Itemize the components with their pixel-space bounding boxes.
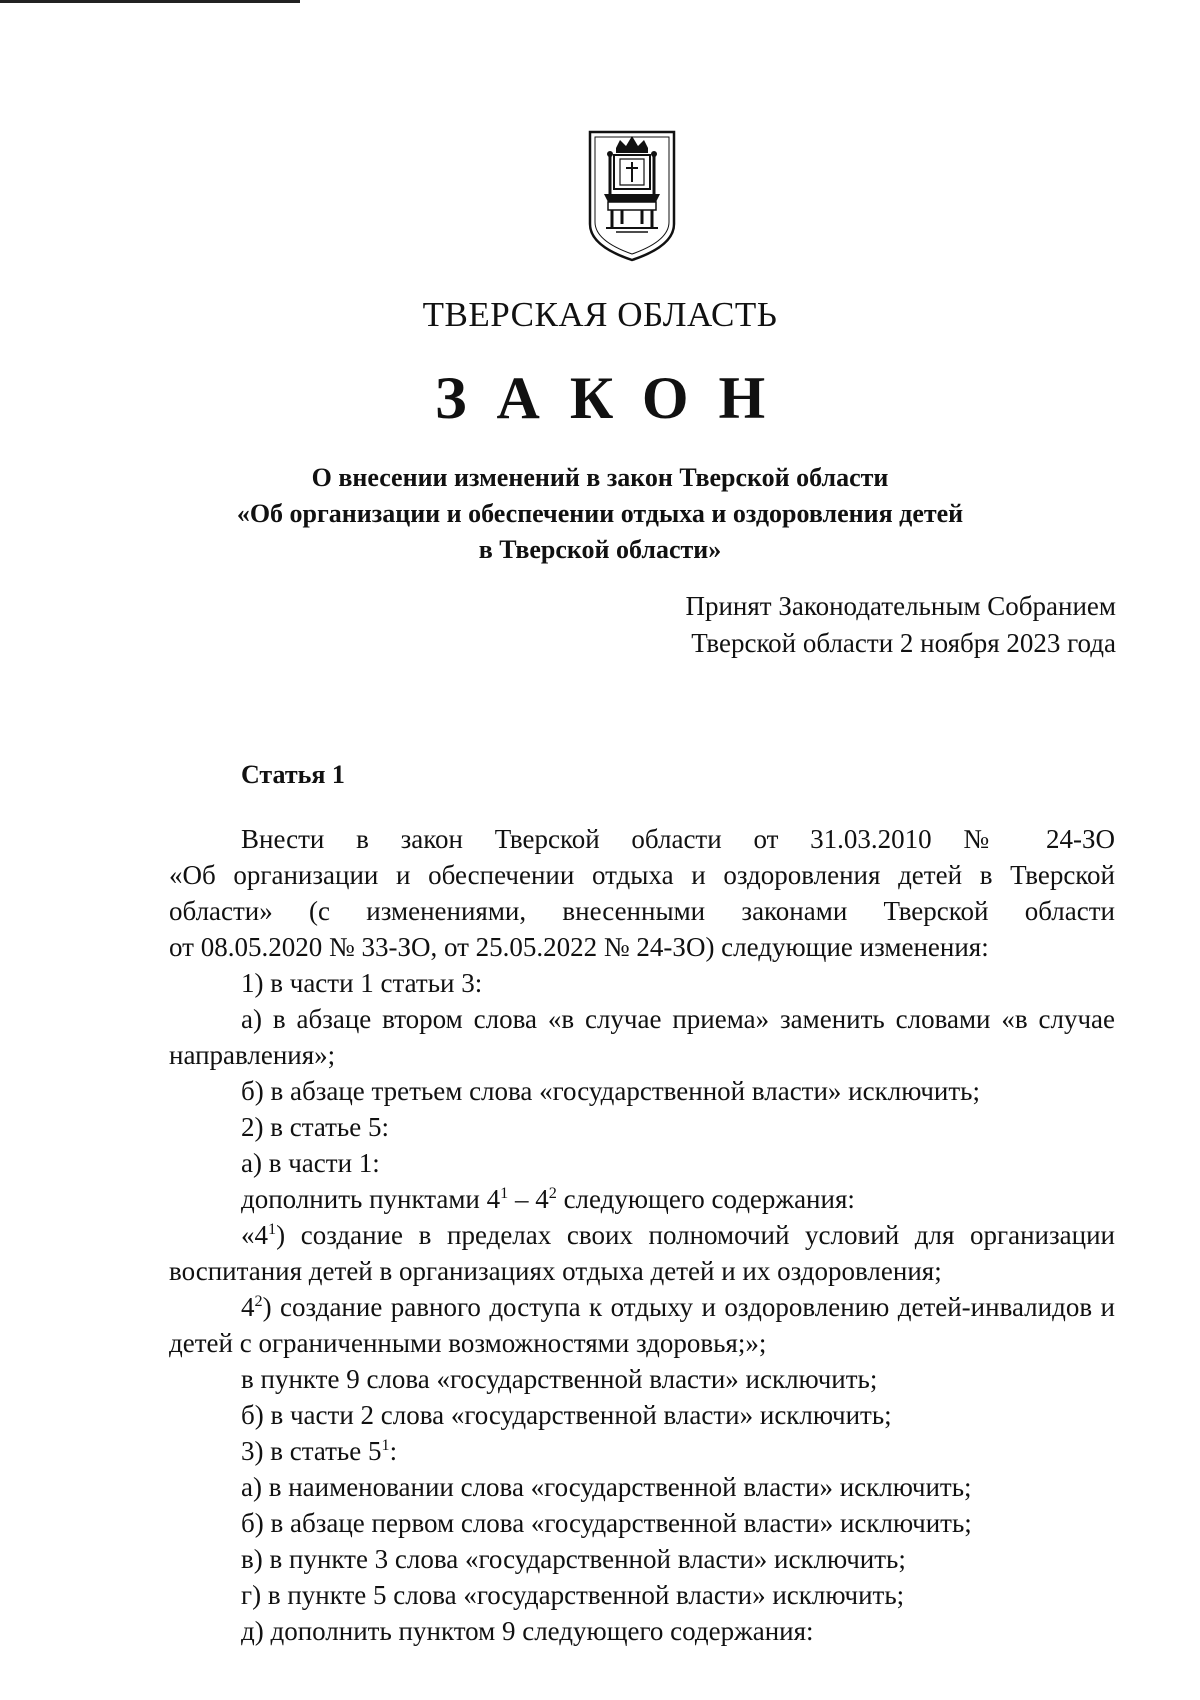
list-item: б) в части 2 слова «государственной власти» исключить; bbox=[241, 1400, 892, 1430]
list-item: $4^2$) создание равного доступа к отдыху и оздоровлению детей-инвалидов и детей с ограниченными возможностями здоровья;»; bbox=[169, 1292, 1115, 1358]
list-item: 1) в части 1 статьи 3: bbox=[241, 968, 483, 998]
list-item: 3) в статье $5^1$: bbox=[241, 1436, 398, 1466]
adoption-line: Принят Законодательным Собранием bbox=[685, 591, 1116, 621]
adoption-note bbox=[685, 588, 1116, 662]
list-item: «$4^1$) создание в пределах своих полномочий условий для организации воспитания детей в организациях отдыха детей и их оздоровления; bbox=[169, 1220, 1115, 1286]
document-type-title: ЗАКОН bbox=[434, 365, 796, 431]
list-item: г) в пункте 5 слова «государственной власти» исключить; bbox=[241, 1580, 905, 1610]
scan-edge-line bbox=[0, 0, 300, 3]
article-title: Статья 1 bbox=[241, 760, 345, 789]
list-item: а) в части 1: bbox=[241, 1148, 380, 1178]
list-item: дополнить пунктами $4^1 - 4^2$ следующего содержания: bbox=[241, 1184, 855, 1214]
list-item: б) в абзаце первом слова «государственной власти» исключить; bbox=[241, 1508, 972, 1538]
article-body bbox=[169, 821, 1115, 1649]
tver-coat-of-arms-icon bbox=[586, 128, 678, 262]
list-item: а) в абзаце втором слова «в случае приема» заменить словами «в случае направления»; bbox=[169, 1004, 1115, 1070]
list-item: в) в пункте 3 слова «государственной власти» исключить; bbox=[241, 1544, 906, 1574]
law-subtitle bbox=[0, 460, 1200, 568]
adoption-line: Тверской области 2 ноября 2023 года bbox=[691, 628, 1116, 658]
list-item: а) в наименовании слова «государственной власти» исключить; bbox=[241, 1472, 972, 1502]
intro-line: Внести в закон Тверской области от 31.03.2010 № 24-ЗО bbox=[241, 824, 1115, 854]
list-item: д) дополнить пунктом 9 следующего содержания: bbox=[241, 1616, 814, 1646]
list-item: б) в абзаце третьем слова «государственной власти» исключить; bbox=[241, 1076, 980, 1106]
intro-line: от 08.05.2020 № 33-ЗО, от 25.05.2022 № 24-ЗО) следующие изменения: bbox=[169, 932, 989, 962]
subtitle-line: в Тверской области» bbox=[478, 535, 722, 564]
subtitle-line: «Об организации и обеспечении отдыха и оздоровления детей bbox=[236, 499, 964, 528]
intro-line: области» (с изменениями, внесенными законами Тверской области bbox=[169, 896, 1115, 926]
intro-line: «Об организации и обеспечении отдыха и оздоровления детей в Тверской bbox=[169, 860, 1115, 890]
list-item: в пункте 9 слова «государственной власти» исключить; bbox=[241, 1364, 878, 1394]
region-name: ТВЕРСКАЯ ОБЛАСТЬ bbox=[422, 295, 778, 334]
subtitle-line: О внесении изменений в закон Тверской области bbox=[311, 463, 889, 492]
list-item: 2) в статье 5: bbox=[241, 1112, 389, 1142]
